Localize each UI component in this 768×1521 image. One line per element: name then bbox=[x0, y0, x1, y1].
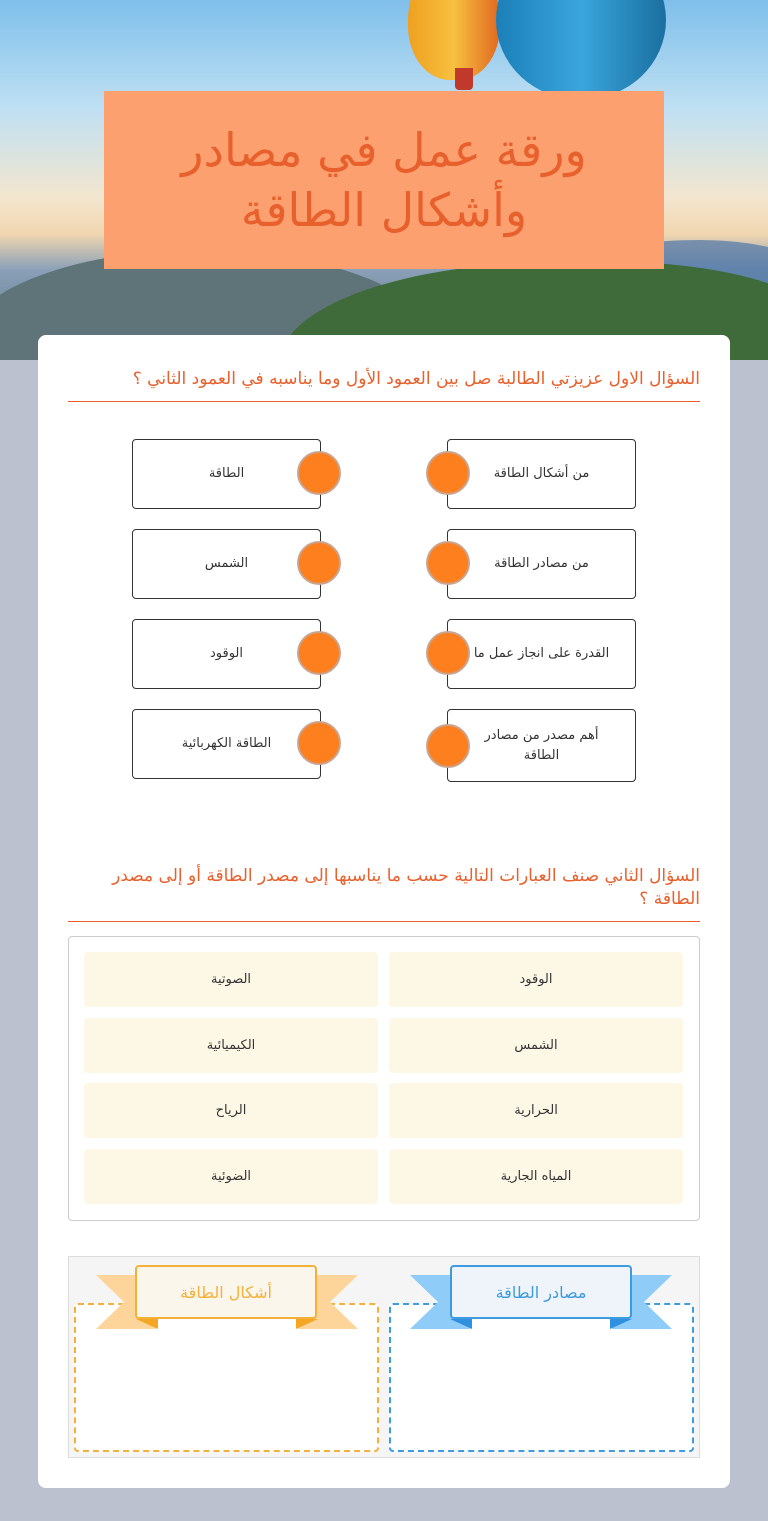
question1-title: السؤال الاول عزيزتي الطالبة صل بين العمود الأول وما يناسبه في العمود الثاني ؟ bbox=[68, 368, 700, 402]
connector-dot[interactable] bbox=[297, 451, 341, 495]
draggable-item[interactable]: الوقود bbox=[389, 952, 683, 1007]
match-left-item[interactable]: الوقود bbox=[132, 619, 321, 689]
items-pool bbox=[68, 936, 700, 1221]
balloon bbox=[496, 0, 666, 100]
connector-dot[interactable] bbox=[426, 724, 470, 768]
match-left-item[interactable]: الطاقة bbox=[132, 439, 321, 509]
draggable-item[interactable]: الصوتية bbox=[84, 952, 378, 1007]
match-right-item[interactable]: من أشكال الطاقة bbox=[447, 439, 636, 509]
draggable-item[interactable]: المياه الجارية bbox=[389, 1149, 683, 1204]
match-right-item[interactable]: أهم مصدر من مصادر الطاقة bbox=[447, 709, 636, 782]
match-left-item[interactable]: الطاقة الكهربائية bbox=[132, 709, 321, 779]
draggable-item[interactable]: الكيميائية bbox=[84, 1018, 378, 1073]
connector-dot[interactable] bbox=[297, 721, 341, 765]
page-title: ورقة عمل في مصادر وأشكال الطاقة bbox=[181, 123, 587, 237]
connector-dot[interactable] bbox=[426, 631, 470, 675]
connector-dot[interactable] bbox=[426, 451, 470, 495]
category-forms-label: أشكال الطاقة bbox=[135, 1265, 317, 1319]
draggable-item[interactable]: الشمس bbox=[389, 1018, 683, 1073]
category-area bbox=[68, 1256, 700, 1458]
header-image bbox=[0, 0, 768, 360]
connector-dot[interactable] bbox=[426, 541, 470, 585]
balloon bbox=[408, 0, 500, 80]
connector-dot[interactable] bbox=[297, 541, 341, 585]
draggable-item[interactable]: الرياح bbox=[84, 1083, 378, 1138]
title-box bbox=[104, 91, 664, 269]
match-left-item[interactable]: الشمس bbox=[132, 529, 321, 599]
draggable-item[interactable]: الحرارية bbox=[389, 1083, 683, 1138]
connector-dot[interactable] bbox=[297, 631, 341, 675]
category-sources-label: مصادر الطاقة bbox=[450, 1265, 632, 1319]
match-right-item[interactable]: من مصادر الطاقة bbox=[447, 529, 636, 599]
balloon-basket bbox=[455, 68, 473, 90]
match-right-item[interactable]: القدرة على انجاز عمل ما bbox=[447, 619, 636, 689]
worksheet-card bbox=[38, 335, 730, 1488]
question2-title: السؤال الثاني صنف العبارات التالية حسب ما يناسبها إلى مصدر الطاقة أو إلى مصدر الطاقة ؟ bbox=[68, 865, 700, 922]
draggable-item[interactable]: الضوئية bbox=[84, 1149, 378, 1204]
